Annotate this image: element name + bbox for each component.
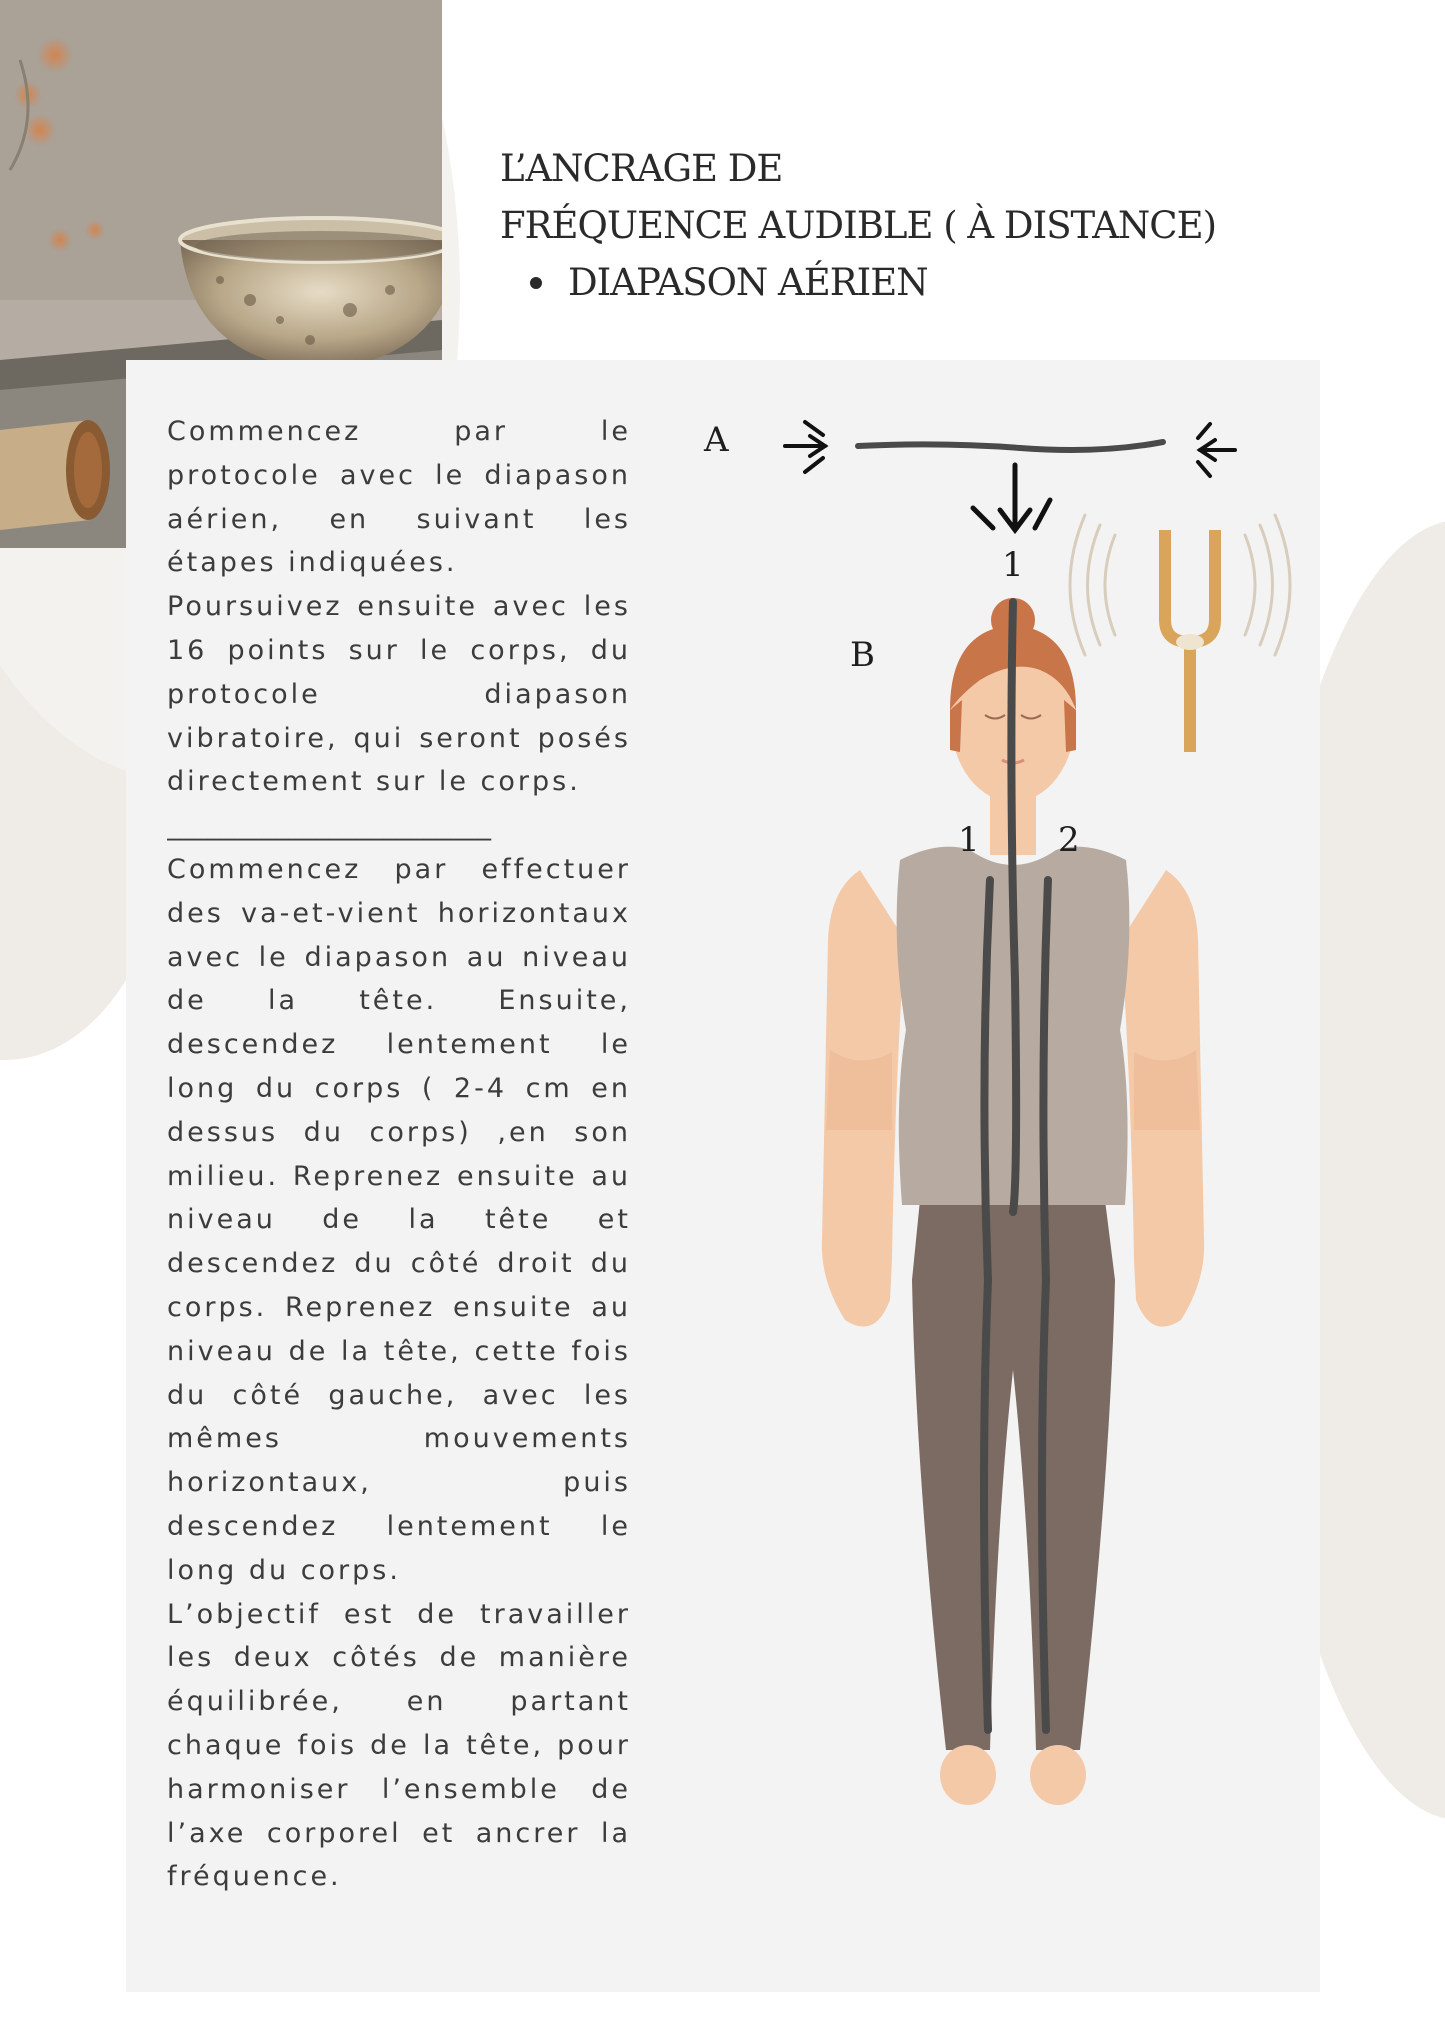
paragraph-1: Commencez par le protocole avec le diapason aérien, en suivant les étapes indiquées. — [167, 416, 631, 579]
title-line-1: L’ANCRAGE DE — [500, 147, 783, 190]
tuning-fork-icon — [1070, 515, 1290, 752]
diagram-svg — [680, 380, 1320, 1830]
title-line-2: FRÉQUENCE AUDIBLE ( À DISTANCE) — [500, 204, 1217, 247]
body-diagram — [680, 380, 1320, 1834]
separator-line: ________________________ — [167, 810, 491, 842]
label-2-side: 2 — [1058, 820, 1080, 860]
down-arrows-icon — [973, 465, 1050, 530]
horizontal-stroke — [858, 442, 1163, 450]
title-block — [500, 140, 1400, 311]
bullet-icon — [530, 277, 542, 289]
title-bullet — [500, 254, 1400, 311]
label-1-side: 1 — [958, 820, 980, 860]
label-b: B — [850, 635, 875, 675]
label-1-top: 1 — [1002, 545, 1024, 585]
bullet-text: DIAPASON AÉRIEN — [568, 261, 928, 304]
paragraph-4: L’objectif est de travailler les deux côtés de manière équilibrée, en partant chaque fois de la tête, pour harmoniser l’ensemble de l’axe corporel et ancrer la fréquence. — [167, 1598, 631, 1893]
paragraph-3: Commencez par effectuer des va-et-vient horizontaux avec le diapason au niveau de la tête. Ensuite, descendez lentement le long du corps ( 2-4 cm en dessus du corps) ,en son milieu. Reprenez ensuite au niveau de la tête et descendez du côté droit du corps. Reprenez ensuite au niveau de la tête, cette fois du côté gauche, avec les mêmes mouvements horizontaux, puis descendez lentement le long du corps. — [167, 853, 631, 1586]
instructions-text — [167, 410, 631, 1899]
paragraph-2: Poursuivez ensuite avec les 16 points sur le corps, du protocole diapason vibratoire, qui seront posés directement sur le corps. — [167, 591, 631, 798]
label-a: A — [704, 420, 729, 460]
